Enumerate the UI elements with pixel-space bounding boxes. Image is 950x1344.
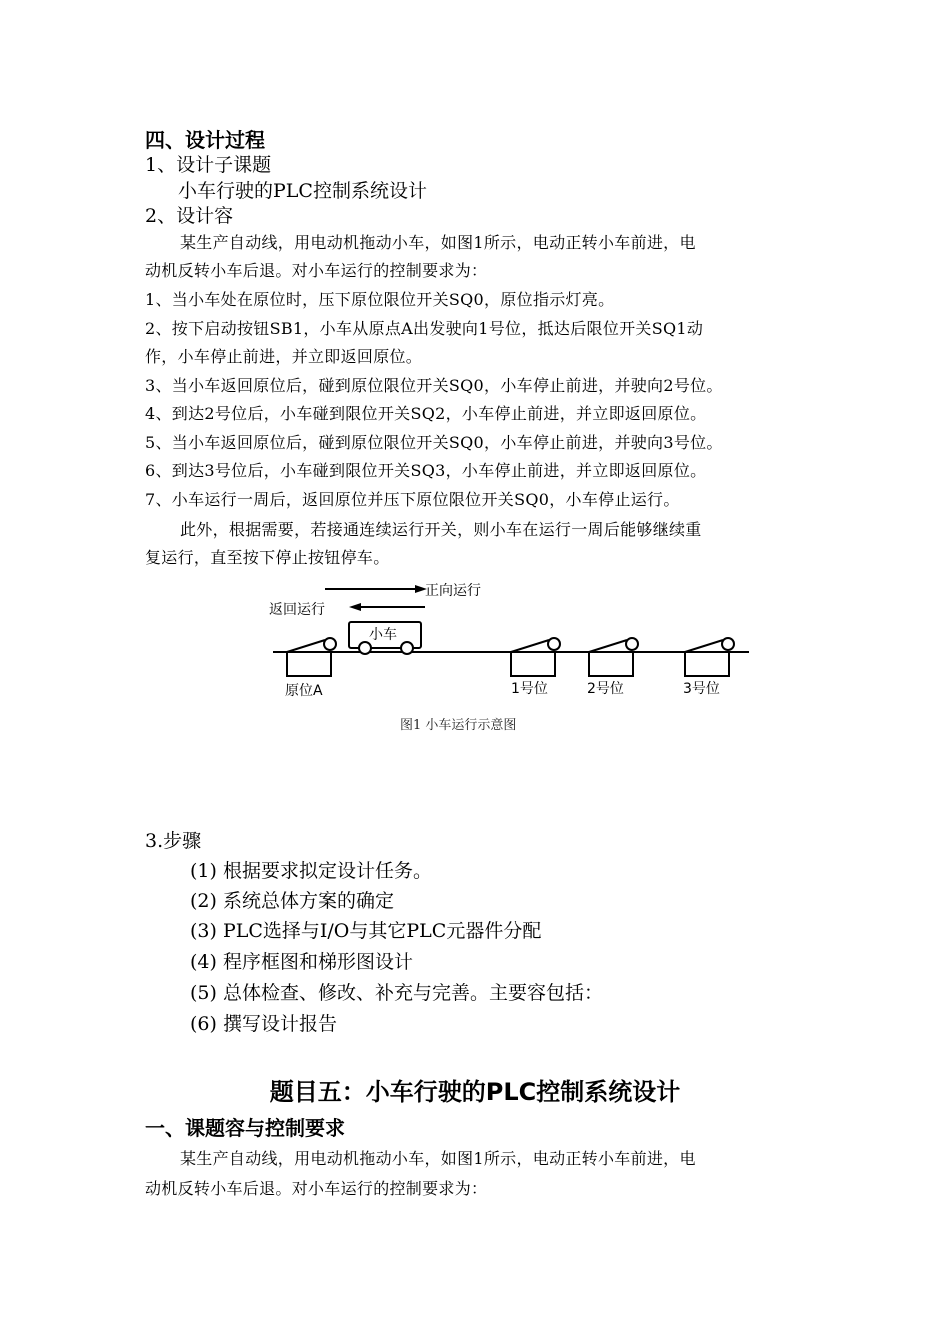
topic-title: 题目五：小车行驶的PLC控制系统设计 <box>269 1078 681 1106</box>
pos1-switch-lever <box>511 640 549 652</box>
pos2-label: 2号位 <box>587 681 624 697</box>
paragraph-line: 动机反转小车后退。对小车运行的控制要求为： <box>145 261 488 280</box>
origin-switch-lever <box>287 640 325 652</box>
paragraph-line: 此外，根据需要，若接通连续运行开关，则小车在运行一周后能够继续重 <box>180 520 702 539</box>
pos3-label: 3号位 <box>683 681 720 697</box>
pos1-switch-roller <box>548 638 560 650</box>
car-wheel <box>401 642 413 654</box>
paragraph-line: 复运行，直至按下停止按钮停车。 <box>145 548 390 567</box>
requirement-item: 5、当小车返回原位后，碰到原位限位开关SQ0，小车停止前进，并驶向3号位。 <box>145 433 723 452</box>
subsection-label: 2、设计容 <box>145 205 234 227</box>
figure-caption: 图1 小车运行示意图 <box>400 718 517 733</box>
origin-label: 原位A <box>285 683 323 699</box>
origin-switch-roller <box>324 638 336 650</box>
pos3-switch-roller <box>722 638 734 650</box>
pos3-switch <box>685 652 729 676</box>
reverse-label: 返回运行 <box>269 602 325 618</box>
step-item: (2) 系统总体方案的确定 <box>190 890 394 912</box>
origin-switch <box>287 652 331 676</box>
pos3-switch-lever <box>685 640 723 652</box>
requirement-item: 3、当小车返回原位后，碰到原位限位开关SQ0，小车停止前进，并驶向2号位。 <box>145 376 723 395</box>
forward-label: 正向运行 <box>425 583 481 599</box>
car-label: 小车 <box>369 627 397 643</box>
step-item: (6) 撰写设计报告 <box>190 1013 337 1035</box>
requirement-item: 作，小车停止前进，并立即返回原位。 <box>145 347 423 366</box>
step-item: (4) 程序框图和梯形图设计 <box>190 951 413 973</box>
paragraph-line: 某生产自动线，用电动机拖动小车，如图1所示，电动正转小车前进，电 <box>180 233 696 252</box>
pos2-switch <box>589 652 633 676</box>
section-heading: 四、设计过程 <box>145 128 265 152</box>
step-item: (1) 根据要求拟定设计任务。 <box>190 860 432 882</box>
pos2-switch-lever <box>589 640 627 652</box>
steps-heading: 3.步骤 <box>145 830 202 852</box>
subsection-label: 1、设计子课题 <box>145 154 272 176</box>
requirement-item: 2、按下启动按钮SB1，小车从原点A出发驶向1号位，抵达后限位开关SQ1动 <box>145 319 704 338</box>
paragraph-line: 某生产自动线，用电动机拖动小车，如图1所示，电动正转小车前进，电 <box>180 1149 696 1168</box>
topic-section-heading: 一、课题容与控制要求 <box>145 1116 345 1140</box>
pos1-label: 1号位 <box>511 681 548 697</box>
pos2-switch-roller <box>626 638 638 650</box>
step-item: (5) 总体检查、修改、补充与完善。主要容包括： <box>190 982 603 1004</box>
requirement-item: 1、当小车处在原位时，压下原位限位开关SQ0，原位指示灯亮。 <box>145 290 615 309</box>
pos1-switch <box>511 652 555 676</box>
requirement-item: 4、到达2号位后，小车碰到限位开关SQ2，小车停止前进，并立即返回原位。 <box>145 404 707 423</box>
subsection-value: 小车行驶的PLC控制系统设计 <box>178 180 427 202</box>
car-diagram <box>265 578 755 703</box>
requirement-item: 6、到达3号位后，小车碰到限位开关SQ3，小车停止前进，并立即返回原位。 <box>145 461 707 480</box>
step-item: (3) PLC选择与I/O与其它PLC元器件分配 <box>190 920 542 942</box>
car-diagram-svg <box>265 578 755 703</box>
requirement-item: 7、小车运行一周后，返回原位并压下原位限位开关SQ0，小车停止运行。 <box>145 490 680 509</box>
reverse-arrow-head <box>349 603 361 611</box>
paragraph-line: 动机反转小车后退。对小车运行的控制要求为： <box>145 1179 488 1198</box>
